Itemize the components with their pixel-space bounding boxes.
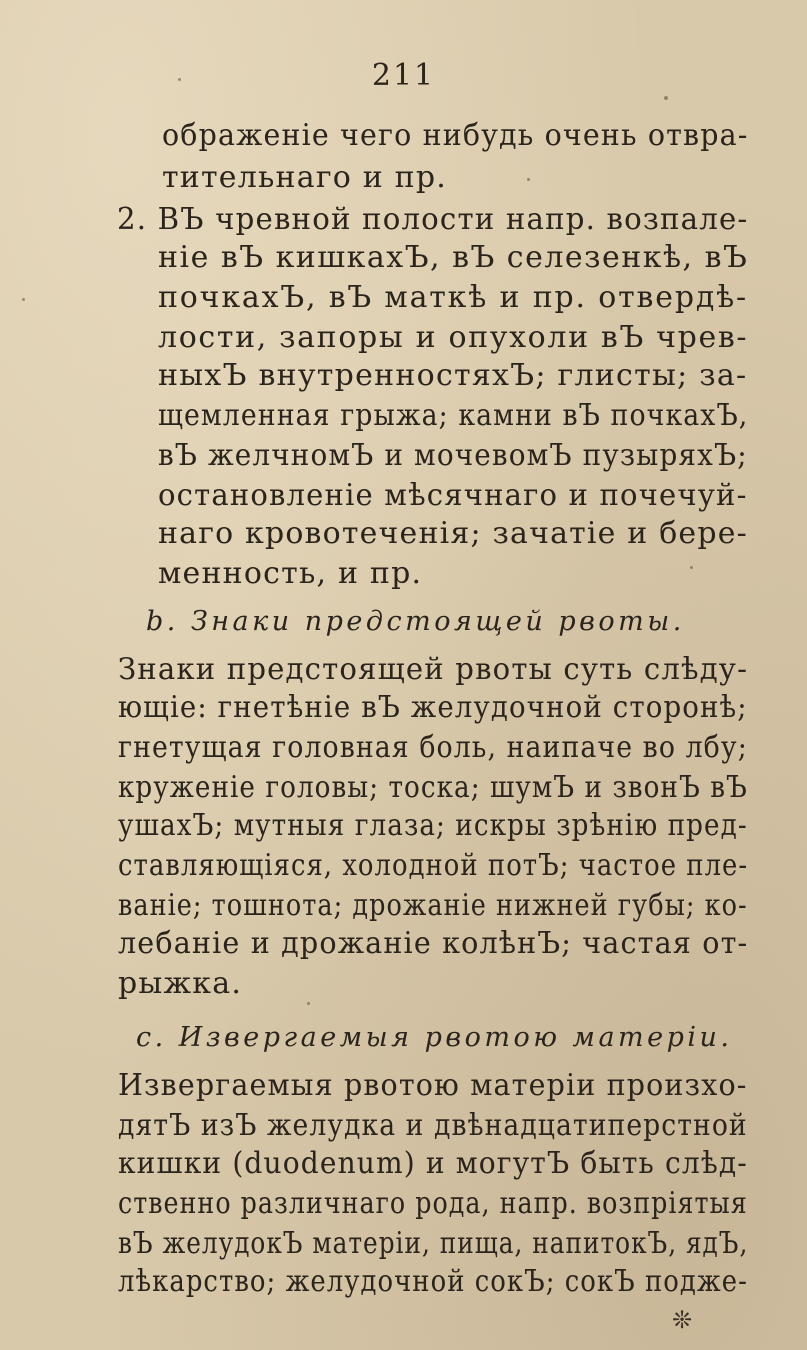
paper-speck — [22, 298, 25, 301]
text-line: щемленная грыжа; камни вЪ почкахЪ, — [158, 398, 749, 433]
text-line: наго кровотеченія; зачатіе и бере- — [158, 516, 748, 551]
text-line: гнетущая головная боль, наипаче во лбу; — [118, 730, 748, 765]
text-line: ваніе; тошнота; дрожаніе нижней губы; ко- — [118, 888, 748, 923]
text-line: лости, запоры и опухоли вЪ чрев- — [158, 320, 749, 355]
text-line: почкахЪ, вЪ маткѣ и пр. отвердѣ- — [158, 280, 749, 315]
paper-speck — [664, 96, 668, 100]
page-number: 211 — [371, 58, 436, 93]
text-line: лебаніе и дрожаніе колѣнЪ; частая от- — [118, 926, 749, 961]
paper-speck — [178, 78, 181, 81]
section-heading: c. Извергаемыя рвотою матеріи. — [136, 1022, 733, 1053]
text-line: ставляющіяся, холодной потЪ; частое пле- — [118, 848, 749, 883]
text-line: вЪ желчномЪ и мочевомЪ пузыряхЪ; — [158, 438, 748, 473]
text-line: лѣкарство; желудочной сокЪ; сокЪ подже- — [118, 1264, 748, 1299]
text-line: ныхЪ внутренностяхЪ; глисты; за- — [158, 358, 748, 393]
text-line: круженіе головы; тоска; шумЪ и звонЪ вЪ — [118, 770, 748, 805]
text-line: ніе вЪ кишкахЪ, вЪ селезенкѣ, вЪ — [158, 240, 749, 275]
text-line: ушахЪ; мутныя глаза; искры зрѣнію пред- — [118, 808, 748, 843]
text-line: рыжка. — [118, 966, 243, 1001]
text-line: менность, и пр. — [158, 556, 423, 591]
paper-speck — [307, 1002, 310, 1005]
text-line: Знаки предстоящей рвоты суть слѣду- — [118, 652, 749, 687]
text-line: вЪ желудокЪ матеріи, пища, напитокЪ, ядЪ, — [118, 1226, 749, 1261]
paper-speck — [527, 178, 530, 181]
section-heading: b. Знаки предстоящей рвоты. — [146, 606, 685, 637]
text-line: тительнаго и пр. — [162, 160, 447, 195]
text-line: остановленіе мѣсячнаго и почечуй- — [158, 478, 748, 513]
text-line: ственно различнаго рода, напр. возпріятыя — [118, 1186, 748, 1221]
text-line: ющіе: гнетѣніе вЪ желудочной сторонѣ; — [118, 690, 748, 725]
text-line: кишки (duodenum) и могутЪ быть слѣд- — [118, 1146, 748, 1181]
text-line: Извергаемыя рвотою матеріи произхо- — [118, 1068, 748, 1103]
text-line: 2. ВЪ чревной полости напр. возпале- — [117, 202, 749, 237]
text-line: дятЪ изЪ желудка и двѣнадцатиперстной — [118, 1108, 748, 1143]
text-line: ображеніе чего нибудь очень отвра- — [162, 118, 749, 153]
paper-speck — [690, 566, 693, 569]
catchword-ornament: ❊ — [672, 1306, 693, 1334]
